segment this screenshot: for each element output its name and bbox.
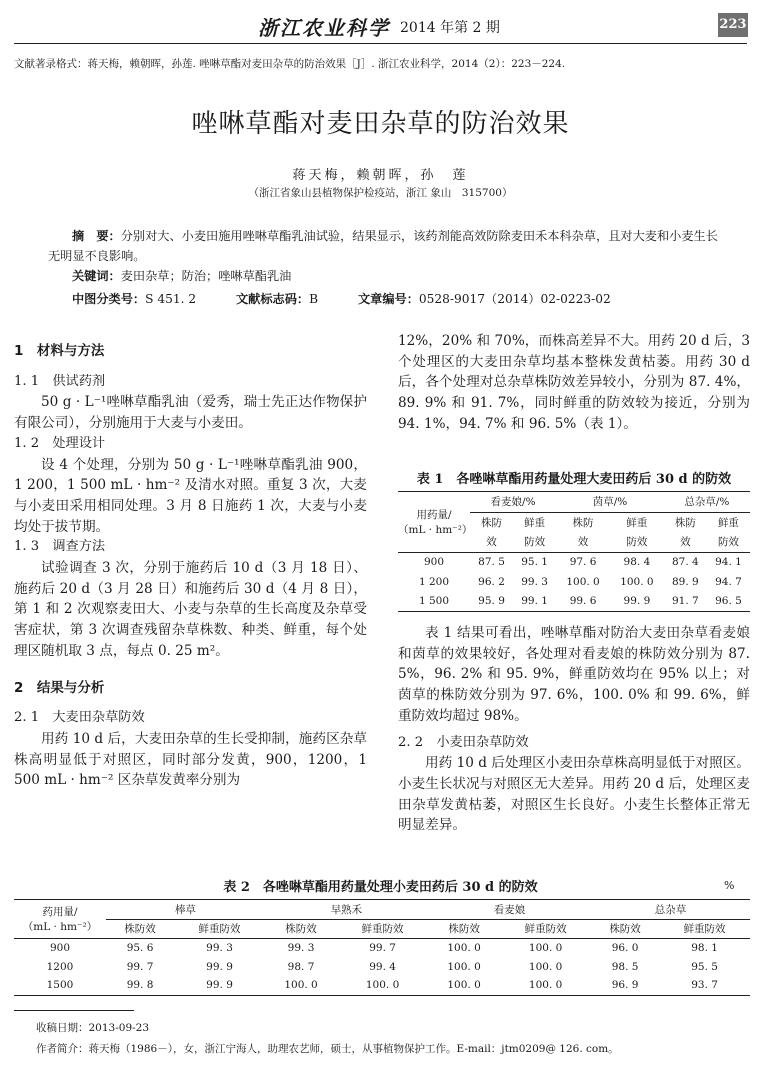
table1-subheader: 防效 xyxy=(717,536,739,549)
table1-subheader: 效 xyxy=(577,536,589,549)
paragraph: 用药 10 d 后，大麦田杂草的生长受抑制，施药区杂草株高明显低于对照区，同时部分发黄，900，1200，1 500 mL · hm⁻² 区杂草发黄率分别为 xyxy=(14,730,367,789)
affiliation: （浙江省象山县植物保护检疫站，浙江 象山 315700） xyxy=(248,187,513,199)
paragraph: 12%，20% 和 70%，而株高差异不大。用药 20 d 后，3 个处理区的大麦田杂草均基本整株发黄枯萎。用药 30 d 后，各个处理对总杂草株防效差异较小，分别为 87. 4%，89. 9% 和 91. 7%，同时鲜重的防效较为接近，分别为 94. 1%，94. 7% 和 96. 5%（表 1）。 xyxy=(398,333,750,432)
clc-label: 中图分类号： xyxy=(72,292,146,306)
keywords xyxy=(72,267,291,284)
doc-code-value: B xyxy=(309,292,319,306)
table-cell: 96. 9 xyxy=(611,979,639,992)
table-row xyxy=(398,572,750,592)
subsection-heading: 1. 1 供试药剂 xyxy=(14,373,106,389)
table-cell: 95. 1 xyxy=(521,556,548,569)
table-cell: 900 xyxy=(423,556,445,569)
abstract-label: 摘 要： xyxy=(72,229,121,243)
paragraph: 表 1 结果可看出，唑啉草酯对防治大麦田杂草看麦娘和茵草的效果较好，各处理对看麦娘的株防效分别为 87. 5%，96. 2% 和 95. 9%，鲜重防效均在 95% 以上；对茵草的株防效分别为 97. 6%，100. 0% 和 99. 6%，鲜重防效均超过 98%。 xyxy=(398,625,750,724)
table-cell: 95. 9 xyxy=(478,595,505,608)
table-cell: 99. 6 xyxy=(569,595,597,608)
table-cell: 1200 xyxy=(46,960,74,973)
table-cell: 99. 3 xyxy=(287,942,315,955)
table-cell: 100. 0 xyxy=(447,942,481,955)
paragraph: 试验调查 3 次，分别于施药后 10 d（3 月 18 日）、施药后 20 d（3 月 28 日）和施药后 30 d（4 月 8 日），第 1 和 2 次观察麦田大、小麦与杂草的生长高度及杂草受害症状，第 3 次调查残留杂草株数、种类、鲜重，每个处理区随机取 3 点，每点 0. 25 m²。 xyxy=(14,560,367,659)
section-heading: 2 结果与分析 xyxy=(14,679,105,696)
table-cell: 100. 0 xyxy=(365,979,400,992)
table1-subheader: 鲜重 xyxy=(524,516,546,529)
table-cell: 99. 8 xyxy=(126,979,154,992)
keywords-text: 麦田杂草；防治；唑啉草酯乳油 xyxy=(120,269,292,283)
article-number-label: 文章编号： xyxy=(357,292,419,306)
issue-label: 2014 年第 2 期 xyxy=(400,20,500,36)
table-cell: 95. 6 xyxy=(126,942,154,955)
table1-group-header: 茵草/% xyxy=(556,492,664,513)
subsection-heading: 2. 2 小麦田杂草防效 xyxy=(398,734,529,750)
table-cell: 96. 2 xyxy=(478,575,505,588)
table-row xyxy=(398,592,750,612)
table2-subheader: 株防效 xyxy=(124,923,156,936)
table2-caption: 表 2 各唑啉草酯用药量处理小麦田药后 30 d 的防效 xyxy=(223,880,538,895)
table-cell: 94. 1 xyxy=(715,556,742,569)
clc-value: S 451. 2 xyxy=(145,292,197,306)
table1-group-header: 总杂草/% xyxy=(664,492,750,513)
table2-subheader: 鲜重防效 xyxy=(524,923,567,936)
table-cell: 99. 9 xyxy=(206,979,233,992)
table-cell: 99. 7 xyxy=(126,960,154,973)
table1 xyxy=(398,491,750,612)
table2-subheader: 株防效 xyxy=(609,923,641,936)
table1-subheader: 防效 xyxy=(524,536,546,549)
table-cell: 99. 9 xyxy=(206,960,233,973)
paragraph: 设 4 个处理，分别为 50 g · L⁻¹唑啉草酯乳油 900，1 200，1 500 mL · hm⁻² 及清水对照。重复 3 次，大麦与小麦田采用相同处理。3 月 8 日施药 1 次，大麦与小麦均处于拔节期。 xyxy=(14,456,367,535)
table-cell: 99. 3 xyxy=(521,575,548,588)
left-column xyxy=(14,341,367,791)
header-rule xyxy=(14,43,747,44)
table2-dose-header: 药用量/ （mL · hm⁻²） xyxy=(22,906,98,933)
table1-caption: 表 1 各唑啉草酯用药量处理大麦田药后 30 d 的防效 xyxy=(416,472,732,487)
right-column-upper xyxy=(398,331,750,435)
table1-dose-header: 用药量/ （mL · hm⁻²） xyxy=(398,508,473,536)
table-cell: 89. 9 xyxy=(671,575,699,588)
table1-subheader: 鲜重 xyxy=(717,516,739,529)
table-row xyxy=(14,976,750,995)
page-number-badge: 223 xyxy=(718,13,748,37)
subsection-heading: 1. 3 调查方法 xyxy=(14,539,106,555)
abstract xyxy=(48,226,720,266)
table-row xyxy=(398,552,750,572)
table2-subheader: 株防效 xyxy=(448,923,480,936)
author-bio: 作者简介：蒋天梅（1986－），女，浙江宁海人，助理农艺师，硕士，从事植物保护工作。E-mail：jtm0209@ 126. com。 xyxy=(36,1043,619,1055)
paragraph: 50 g · L⁻¹唑啉草酯乳油（爱秀，瑞士先正达作物保护有限公司），分别施用于大麦与小麦田。 xyxy=(14,394,367,432)
table-cell: 900 xyxy=(49,942,71,955)
table2-group-header: 棒草 xyxy=(106,900,265,920)
footnote-rule xyxy=(14,1010,134,1011)
table2-unit: % xyxy=(724,879,735,892)
table-cell: 98. 7 xyxy=(287,960,315,973)
subsection-heading: 1. 2 处理设计 xyxy=(14,435,106,451)
table-cell: 100. 0 xyxy=(447,960,481,973)
table1-subheader: 株防 xyxy=(674,516,696,529)
table-cell: 99. 9 xyxy=(623,595,651,608)
table-cell: 100. 0 xyxy=(447,979,481,992)
table-cell: 95. 5 xyxy=(691,960,718,973)
article-number-value: 0528-9017（2014）02-0223-02 xyxy=(418,292,611,306)
table-row xyxy=(14,939,750,958)
paragraph: 用药 10 d 后处理区小麦田杂草株高明显低于对照区。小麦生长状况与对照区无大差异。用药 20 d 后，处理区麦田杂草发黄枯萎，对照区生长良好。小麦生长整体正常无明显差异。 xyxy=(398,755,750,834)
table-cell: 98. 5 xyxy=(611,960,639,973)
table-cell: 99. 1 xyxy=(521,595,548,608)
journal-name: 浙江农业科学 xyxy=(258,16,390,40)
table-cell: 1500 xyxy=(46,979,74,992)
keywords-label: 关键词： xyxy=(72,269,121,283)
table1-group-header: 看麦娘/% xyxy=(470,492,556,513)
table-cell: 99. 3 xyxy=(206,942,233,955)
section-heading: 1 材料与方法 xyxy=(14,343,105,359)
right-column-lower xyxy=(398,623,750,836)
table-cell: 99. 7 xyxy=(369,942,396,955)
subsection-heading: 2. 1 大麦田杂草防效 xyxy=(14,710,145,726)
table1-subheader: 株防 xyxy=(572,516,594,529)
table2-group-header: 早熟禾 xyxy=(265,900,428,920)
table1-subheader: 效 xyxy=(486,536,497,549)
paper-title: 唑啉草酯对麦田杂草的防治效果 xyxy=(191,109,570,139)
table2-group-header: 总杂草 xyxy=(591,900,750,920)
table-cell: 98. 1 xyxy=(691,942,718,955)
table-cell: 93. 7 xyxy=(691,979,718,992)
table-cell: 99. 4 xyxy=(369,960,396,973)
table2-subheader: 鲜重防效 xyxy=(683,923,726,936)
table-cell: 100. 0 xyxy=(620,575,654,588)
table-cell: 1 200 xyxy=(418,575,450,588)
doc-code-label: 文献标志码： xyxy=(236,292,310,306)
table-cell: 100. 0 xyxy=(528,942,563,955)
table1-subheader: 株防 xyxy=(481,516,503,529)
abstract-text: 分别对大、小麦田施用唑啉草酯乳油试验，结果显示，该药剂能高效防除麦田禾本科杂草，且对大麦和小麦生长无明显不良影响。 xyxy=(48,229,718,263)
table-row xyxy=(14,958,750,977)
table-cell: 100. 0 xyxy=(566,575,600,588)
table1-subheader: 鲜重 xyxy=(626,516,648,529)
table-cell: 100. 0 xyxy=(284,979,318,992)
table2-subheader: 鲜重防效 xyxy=(361,923,404,936)
table-cell: 91. 7 xyxy=(671,595,699,608)
citation-line: 文献著录格式：蒋天梅，赖朝晖，孙莲. 唑啉草酯对麦田杂草的防治效果［J］. 浙江农业科学，2014（2）：223－224. xyxy=(14,58,566,70)
table2-subheader: 鲜重防效 xyxy=(198,923,241,936)
table-cell: 98. 4 xyxy=(623,556,651,569)
table2-subheader: 株防效 xyxy=(285,923,317,936)
table-cell: 97. 6 xyxy=(569,556,597,569)
table-cell: 100. 0 xyxy=(528,979,563,992)
table-cell: 87. 5 xyxy=(478,556,505,569)
table1-subheader: 防效 xyxy=(626,536,648,549)
table2-group-header: 看麦娘 xyxy=(428,900,591,920)
table-cell: 94. 7 xyxy=(715,575,742,588)
received-date: 收稿日期：2013-09-23 xyxy=(36,1022,150,1034)
table1-subheader: 效 xyxy=(680,536,691,549)
table-cell: 96. 5 xyxy=(715,595,742,608)
classification-row xyxy=(72,290,647,307)
table-cell: 1 500 xyxy=(418,595,450,608)
table-cell: 96. 0 xyxy=(611,942,639,955)
table-cell: 100. 0 xyxy=(528,960,563,973)
table2 xyxy=(14,899,750,996)
author-list: 蒋天梅，赖朝晖，孙 莲 xyxy=(292,168,469,183)
table-cell: 87. 4 xyxy=(671,556,699,569)
